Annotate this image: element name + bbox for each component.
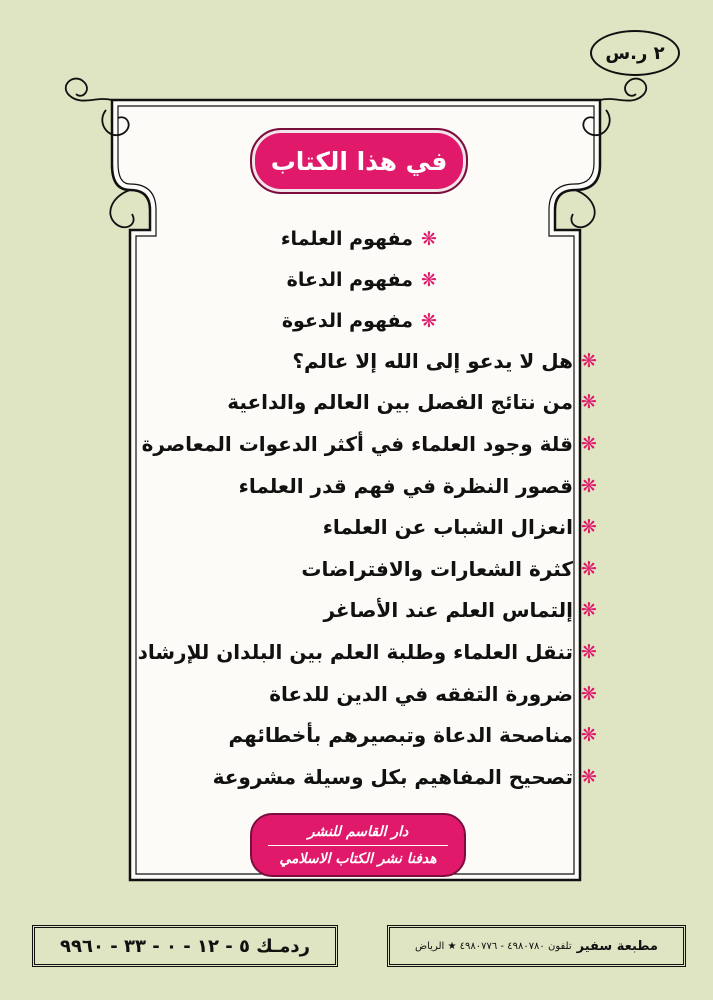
list-item xyxy=(138,506,597,548)
printer-name: مطبعة سفير xyxy=(576,938,658,954)
divider xyxy=(268,845,448,846)
bullet-icon: ❋ xyxy=(581,516,597,539)
list-item xyxy=(138,423,597,465)
list-item xyxy=(138,631,597,673)
price-label: ٢ ر.س xyxy=(590,30,680,76)
bullet-icon: ❋ xyxy=(581,557,597,580)
list-item-text: إلتماس العلم عند الأصاغر xyxy=(323,598,573,623)
list-item-text: من نتائج الفصل بين العالم والداعية xyxy=(227,390,573,415)
bullet-icon: ❋ xyxy=(421,309,437,332)
bullet-icon: ❋ xyxy=(581,474,597,497)
bullet-icon: ❋ xyxy=(581,432,597,455)
list-item xyxy=(281,300,437,341)
list-item-text: كثرة الشعارات والافتراضات xyxy=(301,556,573,581)
bullet-icon: ❋ xyxy=(421,227,437,250)
bullet-icon: ❋ xyxy=(581,349,597,372)
publisher-slogan: هدفنا نشر الكتاب الاسلامي xyxy=(279,850,437,867)
list-item-text: مناصحة الدعاة وتبصيرهم بأخطائهم xyxy=(228,723,573,748)
bullet-icon: ❋ xyxy=(581,599,597,622)
list-item xyxy=(138,382,597,424)
list-item-text: هل لا يدعو إلى الله إلا عالم؟ xyxy=(292,348,573,373)
list-item-text: قصور النظرة في فهم قدر العلماء xyxy=(238,473,573,498)
printer-phone: تلفون ٤٩٨٠٧٨٠ - ٤٩٨٠٧٧٦ ★ الرياض xyxy=(415,940,572,952)
list-item xyxy=(138,340,597,382)
list-item-text: قلة وجود العلماء في أكثر الدعوات المعاصرة xyxy=(141,431,573,456)
bullet-icon: ❋ xyxy=(581,640,597,663)
list-item-text: مفهوم الدعاة xyxy=(286,268,413,291)
bullet-icon: ❋ xyxy=(581,682,597,705)
list-item xyxy=(138,756,597,798)
publisher-badge xyxy=(250,813,466,877)
list-item xyxy=(138,548,597,590)
list-item-text: تصحيح المفاهيم بكل وسيلة مشروعة xyxy=(212,764,573,789)
list-item-text: مفهوم الدعوة xyxy=(281,309,413,332)
isbn-label: ردمـك ٥ - ١٢ - ٠ - ٣٣ - ٩٩٦٠ xyxy=(32,925,338,967)
topic-list xyxy=(138,340,597,798)
bullet-icon: ❋ xyxy=(581,765,597,788)
bullet-icon: ❋ xyxy=(581,391,597,414)
list-item xyxy=(138,714,597,756)
list-item-text: مفهوم العلماء xyxy=(280,227,413,250)
bullet-icon: ❋ xyxy=(421,268,437,291)
bullet-icon: ❋ xyxy=(581,724,597,747)
subtopic-list xyxy=(281,218,437,341)
list-item xyxy=(138,590,597,632)
list-item xyxy=(281,259,437,300)
list-item-text: تنقل العلماء وطلبة العلم بين البلدان للإرشاد xyxy=(137,639,573,664)
list-item xyxy=(138,673,597,715)
list-item-text: انعزال الشباب عن العلماء xyxy=(322,515,573,540)
printer-info xyxy=(387,925,686,967)
list-item xyxy=(138,465,597,507)
section-title: في هذا الكتاب xyxy=(250,128,468,194)
list-item xyxy=(281,218,437,259)
publisher-name: دار القاسم للنشر xyxy=(307,823,409,840)
list-item-text: ضرورة التفقه في الدين للدعاة xyxy=(269,681,573,706)
